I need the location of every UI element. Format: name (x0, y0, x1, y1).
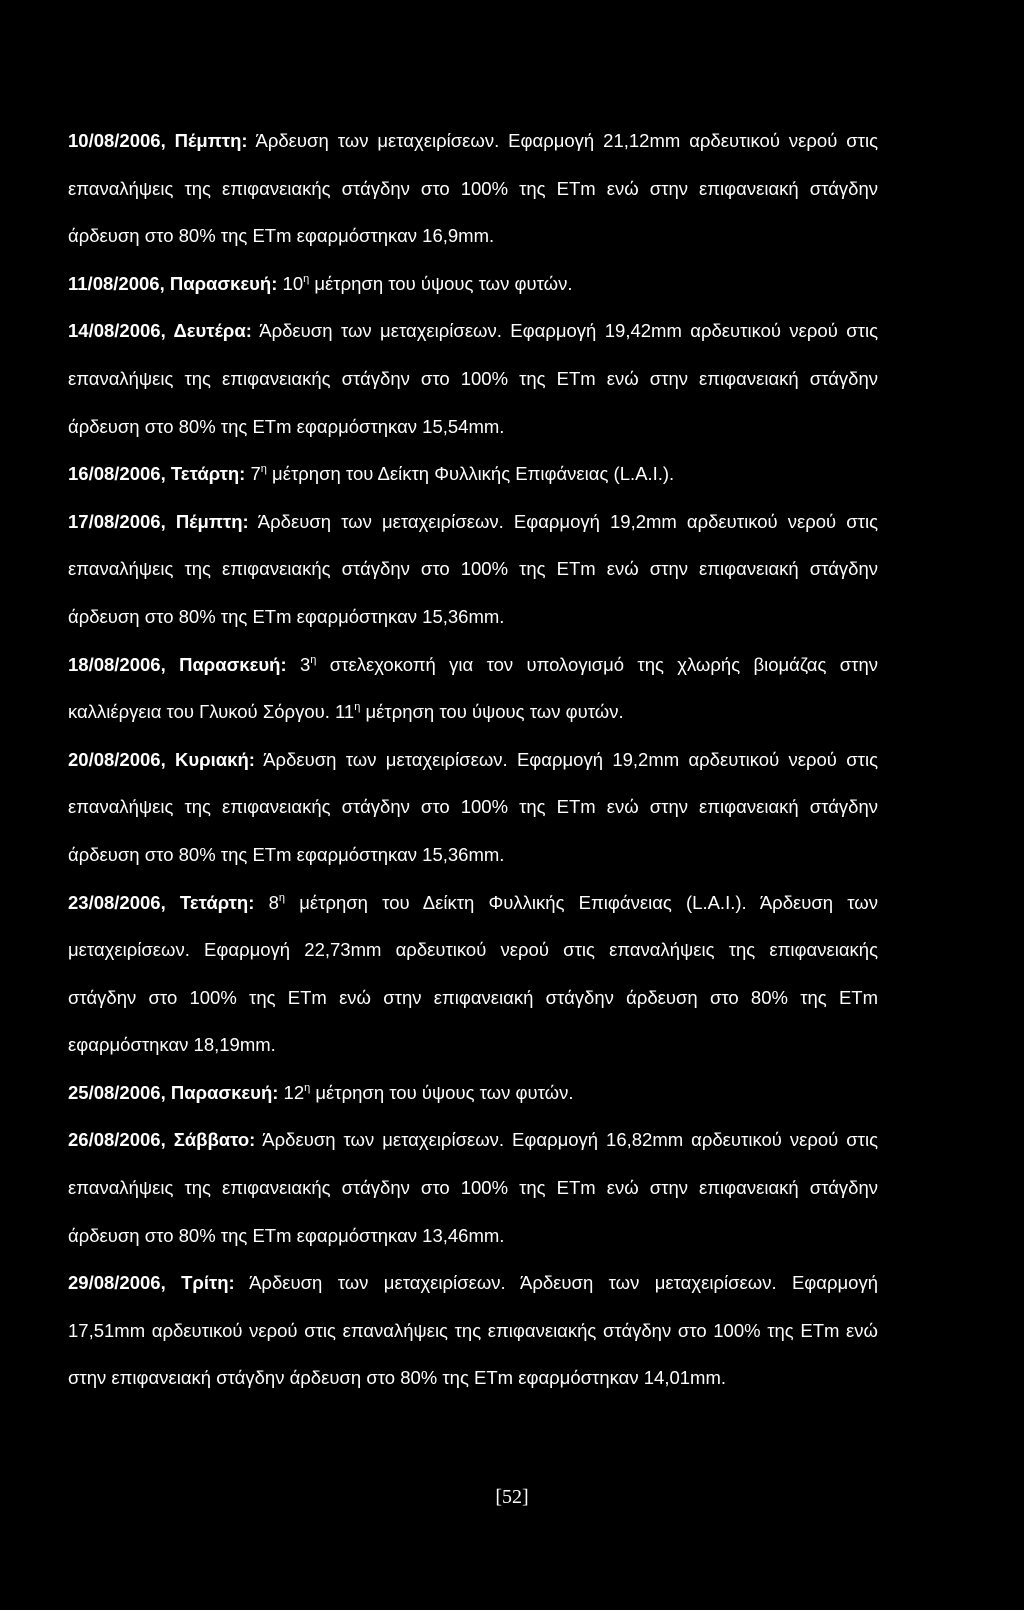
entry-text: μέτρηση του ύψους των φυτών. (360, 701, 624, 723)
log-entries (68, 117, 878, 1402)
entry-text: στελεχοκοπή για τον υπολογισμό της χλωρής βιομάζας στην καλλιέργεια του Γλυκού Σόργου. 11 (68, 653, 878, 723)
entry-text: Άρδευση των μεταχειρίσεων. Εφαρμογή 21,12mm αρδευτικού νερού στις επαναλήψεις της επιφανειακής στάγδην στο 100% της ETm ενώ στην επιφανειακή στάγδην άρδευση στο 80% της ETm εφαρμόστηκαν 16,9mm. (68, 130, 879, 247)
log-entry (68, 641, 878, 736)
log-entry (68, 450, 878, 498)
entry-date: 14/08/2006, Δευτέρα: (68, 320, 252, 342)
entry-date: 29/08/2006, Τρίτη: (68, 1272, 235, 1294)
ordinal-suffix: η (354, 701, 361, 714)
entry-text: μέτρηση του Δείκτη Φυλλικής Επιφάνειας (L.A.I.). Άρδευση των μεταχειρίσεων. Εφαρμογή 22,73mm αρδευτικού νερού στις επαναλήψεις της επιφανειακής στάγδην στο 100% της ETm ενώ στην επιφανειακή στάγδην άρδευση στο 80% της ETm εφαρμόστηκαν 18,19mm. (68, 891, 879, 1056)
entry-text: 7 (245, 463, 261, 485)
log-entry (68, 307, 878, 450)
log-entry (68, 1259, 878, 1402)
entry-text: μέτρηση του ύψους των φυτών. (309, 272, 573, 294)
log-entry (68, 260, 878, 308)
entry-date: 23/08/2006, Τετάρτη: (68, 891, 255, 913)
page-number: [52] (495, 1486, 529, 1508)
entry-text: 3 (286, 653, 311, 675)
entry-date: 11/08/2006, Παρασκευή: (68, 272, 278, 294)
entry-date: 26/08/2006, Σάββατο: (68, 1129, 256, 1151)
entry-text: Άρδευση των μεταχειρίσεων. Άρδευση των μεταχειρίσεων. Εφαρμογή 17,51mm αρδευτικού νερού στις επαναλήψεις της επιφανειακής στάγδην στο 100% της ETm ενώ στην επιφανειακή στάγδην άρδευση στο 80% της ETm εφαρμόστηκαν 14,01mm. (68, 1272, 878, 1389)
ordinal-suffix: η (260, 463, 267, 476)
entry-text: Άρδευση των μεταχειρίσεων. Εφαρμογή 19,2mm αρδευτικού νερού στις επαναλήψεις της επιφανειακής στάγδην στο 100% της ETm ενώ στην επιφανειακή στάγδην άρδευση στο 80% της ETm εφαρμόστηκαν 15,36mm. (68, 748, 878, 865)
log-entry (68, 117, 878, 260)
entry-text: 10 (277, 272, 304, 294)
entry-text: μέτρηση του ύψους των φυτών. (310, 1081, 574, 1103)
log-entry (68, 736, 878, 879)
entry-date: 17/08/2006, Πέμπτη: (68, 510, 249, 532)
entry-text: Άρδευση των μεταχειρίσεων. Εφαρμογή 16,82mm αρδευτικού νερού στις επαναλήψεις της επιφανειακής στάγδην στο 100% της ETm ενώ στην επιφανειακή στάγδην άρδευση στο 80% της ETm εφαρμόστηκαν 13,46mm. (68, 1129, 878, 1246)
entry-text: μέτρηση του Δείκτη Φυλλικής Επιφάνειας (L.A.I.). (266, 463, 675, 485)
entry-date: 20/08/2006, Κυριακή: (68, 748, 255, 770)
entry-date: 25/08/2006, Παρασκευή: (68, 1081, 279, 1103)
entry-date: 18/08/2006, Παρασκευή: (68, 653, 287, 675)
entry-date: 10/08/2006, Πέμπτη: (68, 130, 248, 151)
log-entry (68, 498, 878, 641)
log-entry (68, 879, 878, 1069)
ordinal-suffix: η (278, 891, 286, 904)
entry-text: 12 (278, 1081, 305, 1103)
entry-text: 8 (254, 891, 279, 913)
entry-text: Άρδευση των μεταχειρίσεων. Εφαρμογή 19,42mm αρδευτικού νερού στις επαναλήψεις της επιφανειακής στάγδην στο 100% της ETm ενώ στην επιφανειακή στάγδην άρδευση στο 80% της ETm εφαρμόστηκαν 15,54mm. (68, 320, 878, 437)
ordinal-suffix: η (303, 272, 310, 285)
ordinal-suffix: η (304, 1081, 311, 1094)
ordinal-suffix: η (310, 653, 317, 666)
log-entry (68, 1069, 878, 1117)
entry-date: 16/08/2006, Τετάρτη: (68, 463, 246, 485)
entry-text: Άρδευση των μεταχειρίσεων. Εφαρμογή 19,2mm αρδευτικού νερού στις επαναλήψεις της επιφανειακής στάγδην στο 100% της ETm ενώ στην επιφανειακή στάγδην άρδευση στο 80% της ETm εφαρμόστηκαν 15,36mm. (68, 510, 878, 627)
log-entry (68, 1116, 878, 1259)
